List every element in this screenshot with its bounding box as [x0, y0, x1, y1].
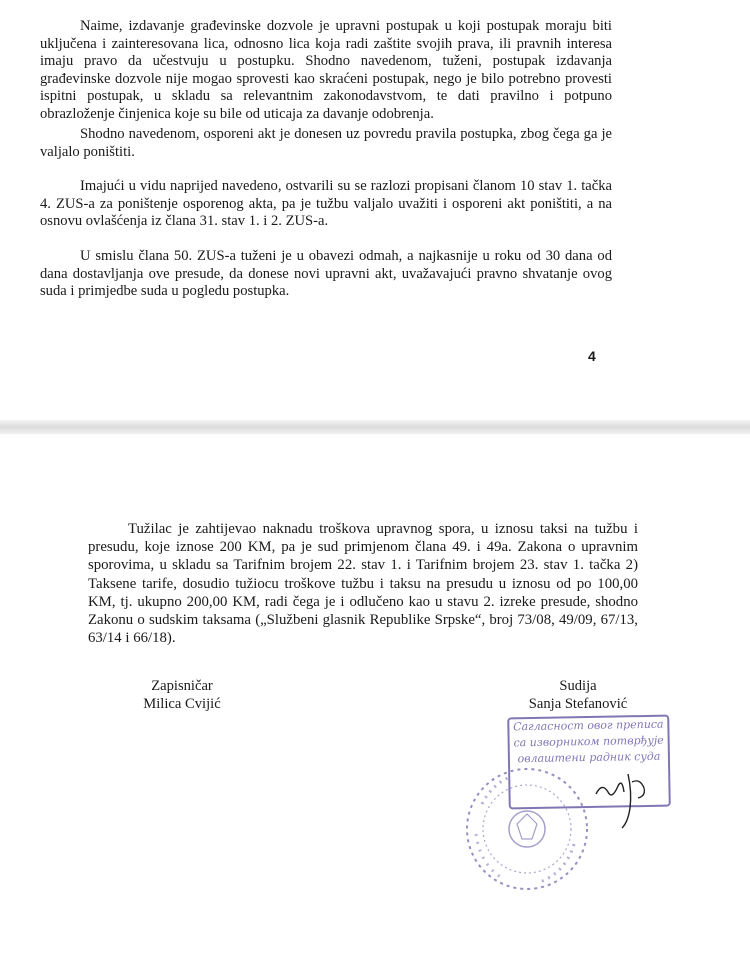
judge-title: Sudija: [559, 678, 597, 694]
handwritten-signature: [588, 752, 658, 832]
clerk-signature-block: [132, 678, 232, 713]
stamp-line-3: овлаштени радник суда: [517, 749, 661, 766]
judge-signature-block: [516, 678, 640, 713]
paragraph-imajuci: Imajući u vidu naprijed navedeno, ostvarili su se razlozi propisani članom 10 stav 1. tačka 4. ZUS-a za poništenje osporenog akta, pa je tužbu valjalo uvažiti i osporeni akt poništiti, a na osnovu ovlašćenja iz člana 31. stav 1. i 2. ZUS-a.: [40, 178, 612, 230]
clerk-title: Zapisničar: [151, 678, 213, 694]
paragraph-tuzilac: Tužilac je zahtijevao naknadu troškova upravnog spora, u iznosu taksi na tužbu i presudu, koje iznose 200 KM, pa je sud primjenom člana 49. i 49a. Zakona o upravnim sporovima, u skladu sa Tarifnim brojem 22. stav 1. i Tarifnim brojem 23. stav 1. tačka 2) Taksene tarife, dosudio tužiocu troškove tužbu i taksu na presudu u iznosu od po 100,00 KM, tj. ukupno 200,00 KM, radi čega je i odlučeno kao u stavu 2. izreke presude, shodno Zakonu o sudskim taksama („Službeni glasnik Republike Srpske“, broj 73/08, 49/09, 67/13, 63/14 i 66/18).: [88, 521, 638, 647]
document-page-top: [0, 0, 750, 420]
clerk-name: Milica Cvijić: [143, 695, 221, 712]
judge-name: Sanja Stefanović: [528, 695, 628, 712]
page-number: 4: [588, 348, 596, 364]
stamp-line-2: са изворником потврђује: [513, 733, 664, 750]
paragraph-shodno: Shodno navedenom, osporeni akt je donesen uz povredu pravila postupka, zbog čega ga je valjalo poništiti.: [40, 126, 612, 160]
document-page-bottom: [0, 434, 750, 979]
page-separator: [0, 420, 750, 434]
paragraph-u-smislu: U smislu člana 50. ZUS-a tuženi je u obavezi odmah, a najkasnije u roku od 30 dana od dana dostavljanja ove presude, da donese novi upravni akt, uvažavajući pravno shvatanje ovog suda i primjedbe suda u pogledu postupka.: [40, 248, 612, 300]
stamp-line-1: Сагласност овог преписа: [513, 717, 664, 734]
paragraph-naime: Naime, izdavanje građevinske dozvole je upravni postupak u koji postupak moraju biti uključena i zainteresovana lica, odnosno lica koja radi zaštite svojih prava, ili pravnih interesa imaju pravo da učestvuju u postupku. Shodno navedenom, tuženi, postupak izdavanja građevinske dozvole nije mogao sprovesti kao skraćeni postupak, nego je bilo potrebno provesti ispitni postupak, u skladu sa relevantnim zakonodavstvom, te dati pravilno i potpuno obrazloženje činjenica koje su bile od uticaja za davanje odobrenja.: [40, 18, 612, 122]
